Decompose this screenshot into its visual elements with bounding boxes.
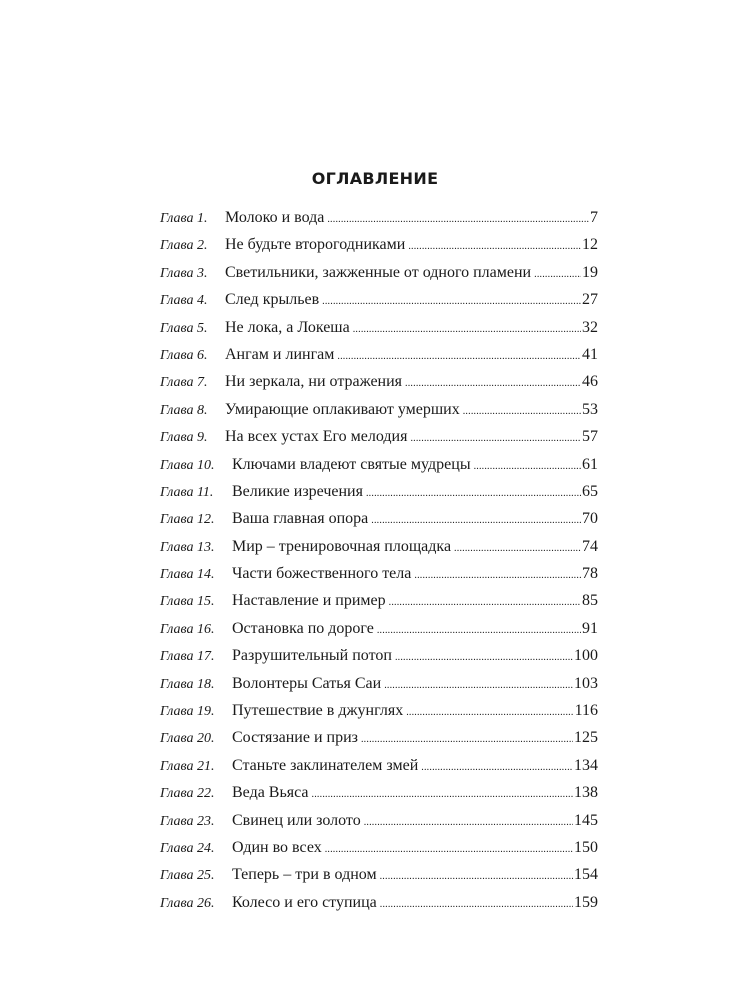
chapter-title: Станьте заклинателем змей <box>232 756 419 774</box>
dot-leader <box>327 206 589 233</box>
chapter-title: Ключами владеют святые мудрецы <box>232 455 471 473</box>
dot-leader <box>474 453 581 480</box>
dot-leader <box>380 863 573 890</box>
toc-entry <box>160 724 598 751</box>
chapter-label: Глава 19. <box>160 704 215 720</box>
dot-leader <box>366 480 581 507</box>
table-of-contents <box>160 204 598 916</box>
chapter-title: Путешествие в джунглях <box>232 702 404 720</box>
toc-entry <box>160 642 598 669</box>
toc-entry <box>160 889 598 916</box>
chapter-label: Глава 10. <box>160 457 215 473</box>
dot-leader <box>421 754 573 781</box>
dot-leader <box>312 781 573 808</box>
toc-entry <box>160 615 598 642</box>
page-number: 91 <box>582 619 598 637</box>
chapter-label: Глава 26. <box>160 895 215 911</box>
page-number: 150 <box>574 838 598 856</box>
page-number: 103 <box>574 674 598 692</box>
page-number: 138 <box>574 784 598 802</box>
toc-entry <box>160 259 598 286</box>
page-number: 100 <box>574 647 598 665</box>
dot-leader <box>361 726 573 753</box>
page-number: 27 <box>582 291 598 309</box>
chapter-title: Умирающие оплакивают умерших <box>225 400 460 418</box>
dot-leader <box>384 672 573 699</box>
chapter-label: Глава 11. <box>160 484 214 500</box>
page-number: 78 <box>582 565 598 583</box>
toc-entry <box>160 779 598 806</box>
dot-leader <box>454 535 581 562</box>
chapter-title: Один во всех <box>232 838 322 856</box>
page-number: 70 <box>582 510 598 528</box>
chapter-title: Волонтеры Сатья Саи <box>232 674 382 692</box>
page-number: 125 <box>574 729 598 747</box>
dot-leader <box>377 617 581 644</box>
chapter-title: Веда Вьяса <box>232 784 309 802</box>
toc-entry <box>160 204 598 231</box>
dot-leader <box>389 589 581 616</box>
toc-entry <box>160 560 598 587</box>
chapter-title: Колесо и его ступица <box>232 893 377 911</box>
toc-entry <box>160 587 598 614</box>
page-number: 53 <box>582 400 598 418</box>
page-title: ОГЛАВЛЕНИЕ <box>311 168 439 188</box>
page-number: 85 <box>582 592 598 610</box>
toc-entry <box>160 423 598 450</box>
page-number: 12 <box>582 236 598 254</box>
chapter-label: Глава 15. <box>160 594 215 610</box>
chapter-title: Мир – тренировочная площадка <box>232 537 452 555</box>
chapter-label: Глава 25. <box>160 868 215 884</box>
dot-leader <box>380 891 573 918</box>
page-number: 7 <box>590 209 598 226</box>
chapter-title: Остановка по дороге <box>232 619 374 637</box>
dot-leader <box>371 507 581 534</box>
dot-leader <box>364 809 573 836</box>
page-number: 65 <box>582 482 598 500</box>
chapter-label: Глава 4. <box>160 293 208 309</box>
page-number: 19 <box>582 263 598 281</box>
chapter-title: Молоко и вода <box>225 209 325 226</box>
chapter-title: Разрушительный потоп <box>232 647 392 665</box>
chapter-title: Наставление и пример <box>232 592 386 610</box>
toc-entry <box>160 752 598 779</box>
toc-entry <box>160 670 598 697</box>
chapter-title: Части божественного тела <box>232 565 412 583</box>
dot-leader <box>410 425 581 452</box>
chapter-label: Глава 9. <box>160 430 208 446</box>
dot-leader <box>325 836 573 863</box>
toc-entry <box>160 314 598 341</box>
page-number: 61 <box>582 455 598 473</box>
chapter-label: Глава 12. <box>160 512 215 528</box>
dot-leader <box>414 562 581 589</box>
chapter-title: Не лока, а Локеша <box>225 318 350 336</box>
dot-leader <box>337 343 581 370</box>
page-number: 41 <box>582 345 598 363</box>
chapter-label: Глава 22. <box>160 786 215 802</box>
toc-entry <box>160 396 598 423</box>
chapter-title: Ваша главная опора <box>232 510 369 528</box>
chapter-label: Глава 23. <box>160 813 215 829</box>
page-number: 159 <box>574 893 598 911</box>
dot-leader <box>463 398 581 425</box>
chapter-label: Глава 16. <box>160 621 215 637</box>
page-number: 145 <box>574 811 598 829</box>
toc-entry <box>160 286 598 313</box>
chapter-title: Ангам и лингам <box>225 345 335 363</box>
toc-entry <box>160 341 598 368</box>
chapter-label: Глава 13. <box>160 539 215 555</box>
toc-entry <box>160 533 598 560</box>
toc-entry <box>160 505 598 532</box>
dot-leader <box>353 316 581 343</box>
chapter-title: Не будьте второгодниками <box>225 236 406 254</box>
toc-entry <box>160 697 598 724</box>
toc-entry <box>160 834 598 861</box>
chapter-title: Великие изречения <box>232 482 363 500</box>
chapter-label: Глава 3. <box>160 265 208 281</box>
chapter-label: Глава 1. <box>160 211 208 226</box>
chapter-title: След крыльев <box>225 291 320 309</box>
chapter-title: На всех устах Его мелодия <box>225 428 408 446</box>
chapter-label: Глава 2. <box>160 238 208 254</box>
chapter-label: Глава 20. <box>160 731 215 747</box>
page-number: 46 <box>582 373 598 391</box>
page-number: 134 <box>574 756 598 774</box>
chapter-label: Глава 6. <box>160 347 208 363</box>
chapter-label: Глава 5. <box>160 320 208 336</box>
chapter-title: Светильники, зажженные от одного пламени <box>225 263 532 281</box>
toc-entry <box>160 451 598 478</box>
chapter-label: Глава 7. <box>160 375 208 391</box>
dot-leader <box>406 699 573 726</box>
toc-entry <box>160 807 598 834</box>
chapter-title: Теперь – три в одном <box>232 866 377 884</box>
page-number: 32 <box>582 318 598 336</box>
toc-entry <box>160 861 598 888</box>
chapter-label: Глава 14. <box>160 567 215 583</box>
dot-leader <box>408 233 581 260</box>
page-number: 57 <box>582 428 598 446</box>
dot-leader <box>405 370 581 397</box>
page-number: 116 <box>574 702 598 720</box>
chapter-label: Глава 24. <box>160 840 215 856</box>
chapter-title: Свинец или золото <box>232 811 361 829</box>
page-number: 74 <box>582 537 598 555</box>
chapter-title: Состязание и приз <box>232 729 358 747</box>
toc-entry <box>160 231 598 258</box>
page-number: 154 <box>574 866 598 884</box>
chapter-label: Глава 21. <box>160 758 215 774</box>
chapter-label: Глава 17. <box>160 649 215 665</box>
chapter-label: Глава 18. <box>160 676 215 692</box>
dot-leader <box>322 288 581 315</box>
toc-entry <box>160 368 598 395</box>
chapter-label: Глава 8. <box>160 402 208 418</box>
toc-entry <box>160 478 598 505</box>
dot-leader <box>395 644 573 671</box>
dot-leader <box>534 261 581 288</box>
chapter-title: Ни зеркала, ни отражения <box>225 373 403 391</box>
